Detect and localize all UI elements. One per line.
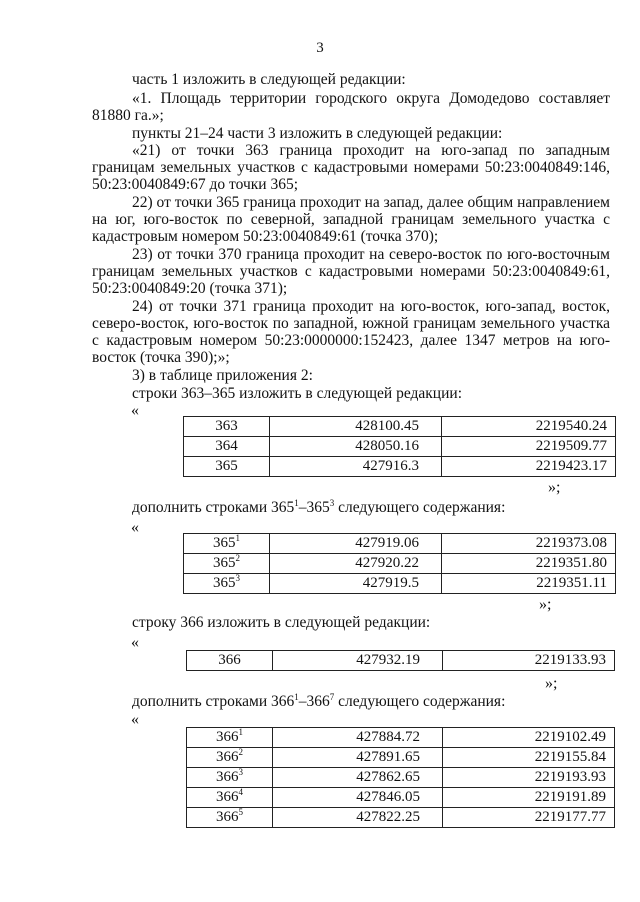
y-coordinate-cell: 2219193.93: [443, 768, 615, 788]
close-quote: »;: [545, 675, 558, 692]
page-number: 3: [316, 40, 324, 56]
table-row: [184, 417, 616, 437]
point-number-cell: $365^3$: [184, 574, 270, 594]
close-quote: »;: [539, 596, 552, 613]
coords-table-4: [186, 727, 615, 828]
coords-table-2: [183, 533, 616, 594]
x-coordinate-cell: 427822.25: [273, 808, 443, 828]
paragraph-22: 22) от точки 365 граница проходит на запад, далее общим направлением на юг, юго-восток по северной, западной границам земельного участка с кадастровым номером 50:23:0040849:61 (точка 370);: [92, 194, 610, 245]
x-coordinate-cell: 427919.06: [270, 534, 442, 554]
y-coordinate-cell: 2219155.84: [443, 748, 615, 768]
y-coordinate-cell: 2219351.80: [442, 554, 616, 574]
x-coordinate-cell: 427862.65: [273, 768, 443, 788]
x-coordinate-cell: 427920.22: [270, 554, 442, 574]
point-number-cell: $366^4$: [187, 788, 273, 808]
table-row: [184, 574, 616, 594]
paragraph-24: 24) от точки 371 граница проходит на юго-восток, юго-запад, восток, северо-восток, юго-восток по западной, южной границам земельного участка с кадастровым номером 50:23:0000000:152423, далее 1347 метров на юго-восток (точка 390);»;: [92, 298, 610, 366]
table-row: [187, 808, 615, 828]
open-quote: «: [131, 711, 139, 728]
x-coordinate-cell: 427932.19: [273, 651, 443, 671]
point-number-cell: $366^5$: [187, 808, 273, 828]
y-coordinate-cell: 2219509.77: [442, 437, 616, 457]
table-row: [187, 768, 615, 788]
coords-table-1: [183, 416, 616, 477]
paragraph-23: 23) от точки 370 граница проходит на северо-восток по юго-восточным границам земельных участков с кадастровыми номерами 50:23:0040849:61, 50:23:0040849:20 (точка 371);: [92, 246, 610, 297]
point-number-cell: $366^2$: [187, 748, 273, 768]
table-row: [184, 437, 616, 457]
y-coordinate-cell: 2219133.93: [443, 651, 615, 671]
section1-heading: строки 363–365 изложить в следующей редакции:: [132, 385, 463, 402]
x-coordinate-cell: 427891.65: [273, 748, 443, 768]
coords-table-3: [186, 650, 615, 671]
y-coordinate-cell: 2219540.24: [442, 417, 616, 437]
table-row: [184, 554, 616, 574]
open-quote: «: [131, 402, 139, 419]
part1-text: «1. Площадь территории городского округа Домодедово составляет 81880 га.»;: [92, 90, 610, 124]
y-coordinate-cell: 2219423.17: [442, 457, 616, 477]
table-row: [184, 457, 616, 477]
point-number-cell: 364: [184, 437, 270, 457]
close-quote: »;: [548, 479, 561, 496]
x-coordinate-cell: 427846.05: [273, 788, 443, 808]
x-coordinate-cell: 427919.5: [270, 574, 442, 594]
table-intro: 3) в таблице приложения 2:: [132, 367, 313, 384]
x-coordinate-cell: 428100.45: [270, 417, 442, 437]
y-coordinate-cell: 2219351.11: [442, 574, 616, 594]
x-coordinate-cell: 427916.3: [270, 457, 442, 477]
y-coordinate-cell: 2219177.77: [443, 808, 615, 828]
point-number-cell: 363: [184, 417, 270, 437]
x-coordinate-cell: 428050.16: [270, 437, 442, 457]
paragraph-21: «21) от точки 363 граница проходит на юго-запад по западным границам земельных участков с кадастровыми номерами 50:23:0040849:146, 50:23:0040849:67 до точки 365;: [92, 142, 610, 193]
points-heading: пункты 21–24 части 3 изложить в следующей редакции:: [132, 125, 503, 142]
point-number-cell: $365^2$: [184, 554, 270, 574]
section3-heading: строку 366 изложить в следующей редакции:: [132, 614, 431, 631]
point-number-cell: $366^3$: [187, 768, 273, 788]
table-row: [187, 728, 615, 748]
point-number-cell: $365^1$: [184, 534, 270, 554]
y-coordinate-cell: 2219102.49: [443, 728, 615, 748]
section4-heading: дополнить строками $366^1-366^7$ следующего содержания:: [132, 692, 506, 710]
point-number-cell: 365: [184, 457, 270, 477]
table-row: [187, 748, 615, 768]
open-quote: «: [131, 634, 139, 651]
y-coordinate-cell: 2219191.89: [443, 788, 615, 808]
point-number-cell: 366: [187, 651, 273, 671]
table-row: [184, 534, 616, 554]
table-row: [187, 788, 615, 808]
open-quote: «: [131, 519, 139, 536]
point-number-cell: $366^1$: [187, 728, 273, 748]
table-row: [187, 651, 615, 671]
section2-heading: дополнить строками $365^1-365^3$ следующего содержания:: [132, 498, 506, 516]
part1-heading: часть 1 изложить в следующей редакции:: [132, 71, 406, 88]
y-coordinate-cell: 2219373.08: [442, 534, 616, 554]
x-coordinate-cell: 427884.72: [273, 728, 443, 748]
